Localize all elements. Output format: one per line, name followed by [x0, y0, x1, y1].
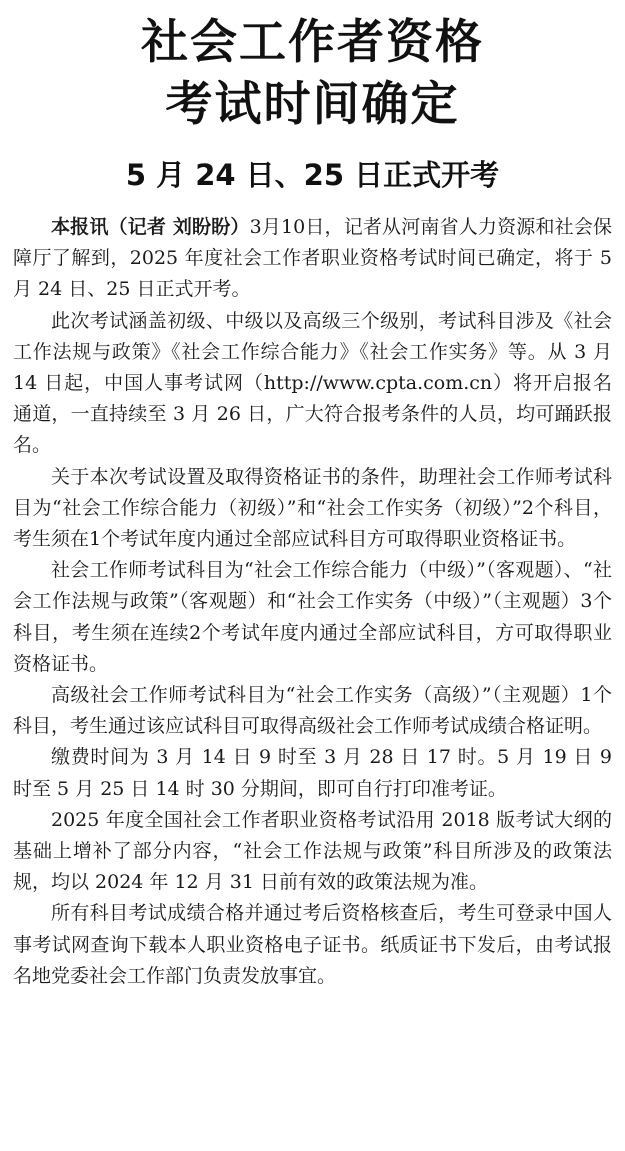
paragraph-3: 关于本次考试设置及取得资格证书的条件，助理社会工作师考试科目为“社会工作综合能力（初级）”和“社会工作实务（初级）”2个科目，考生须在1个考试年度内通过全部应试科目方可取得职业资格证书。	[13, 465, 612, 551]
paragraph-2: 此次考试涵盖初级、中级以及高级三个级别，考试科目涉及《社会工作法规与政策》《社会工作综合能力》《社会工作实务》等。从 3 月 14 日起，中国人事考试网（http://www.cpta.com.cn）将开启报名通道，一直持续至 3 月 26 日，广大符合报考条件的人员，均可踊跃报名。	[13, 309, 612, 457]
headline-line-1: 社会工作者资格	[141, 15, 484, 70]
headline-line-2: 考试时间确定	[165, 77, 460, 132]
paragraph-5: 高级社会工作师考试科目为“社会工作实务（高级）”（主观题）1个科目，考生通过该应试科目可取得高级社会工作师考试成绩合格证明。	[13, 684, 612, 738]
article-body	[13, 212, 612, 992]
paragraph-4: 社会工作师考试科目为“社会工作综合能力（中级）”（客观题）、“社会工作法规与政策”（客观题）和“社会工作实务（中级）”（主观题）3个科目，考生须在连续2个考试年度内通过全部应试科目，方可取得职业资格证书。	[13, 559, 612, 675]
paragraph-1-text: 3月10日，记者从河南省人力资源和社会保障厅了解到，2025 年度社会工作者职业资格考试时间已确定，将于 5 月 24 日、25 日正式开考。	[13, 216, 612, 301]
paragraph-8: 所有科目考试成绩合格并通过考后资格核查后，考生可登录中国人事考试网查询下载本人职业资格电子证书。纸质证书下发后，由考试报名地党委社会工作部门负责发放事宜。	[13, 902, 612, 987]
paragraph-1	[13, 212, 612, 306]
subheadline: 5 月 24 日、25 日正式开考	[125, 158, 500, 192]
paragraph-7: 2025 年度全国社会工作者职业资格考试沿用 2018 版考试大纲的基础上增补了部分内容，“社会工作法规与政策”科目所涉及的政策法规，均以 2024 年 12 月 31 日前有效的政策法规为准。	[13, 808, 612, 894]
dateline-lead: 本报讯（记者 刘盼盼）	[51, 216, 250, 238]
paragraph-6: 缴费时间为 3 月 14 日 9 时至 3 月 28 日 17 时。5 月 19 日 9 时至 5 月 25 日 14 时 30 分期间，即可自行打印准考证。	[13, 746, 612, 800]
